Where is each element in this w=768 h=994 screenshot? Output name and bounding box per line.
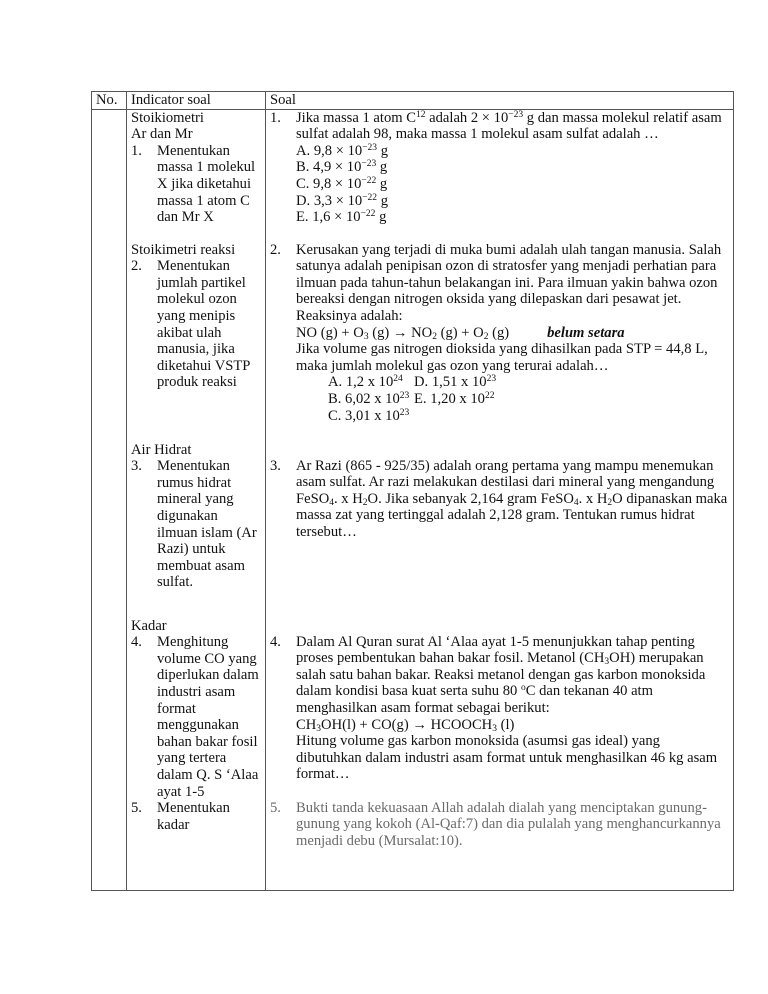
indicator-number: 2. <box>131 258 142 275</box>
reaction-equation: NO $(g) + O_3$ $(g) \to NO_2$ $(g) + O_2$ (g) belum setara <box>296 324 625 342</box>
question-number: 2. <box>270 241 281 258</box>
indicator-topic: Ar dan Mr <box>131 126 193 143</box>
answer-option-b: B. $4,9 \times 10^{-23}$ g <box>296 159 388 176</box>
indicator-4 <box>131 618 261 834</box>
question-number: 4. <box>270 633 281 650</box>
answer-option-e: E. 1,20 x $10^{22}$ <box>414 390 495 407</box>
answer-option-e: E. $1,6 \times 10^{-22}$ g <box>296 209 387 226</box>
answer-option-c: C. $9,8 \times 10^{-22}$ g <box>296 175 388 192</box>
indicator-topic: Stoikiometri <box>131 109 204 126</box>
indicator-number: 1. <box>131 142 142 159</box>
header-indicator: Indicator soal <box>127 92 266 110</box>
question-stem: Dalam Al Quran surat Al ‘Alaa ayat 1-5 menunjukkan tahap penting proses pembentukan bahan bakar fosil. Metanol $(CH_3OH)$ merupakan salah satu bahan bakar. Reaksi metanol dengan gas karbon monoksida dalam kondisi basa kuat serta suhu 80 $^o$C dan tekanan 40 atm menghasilkan asam format sebagai berikut: <box>296 633 706 716</box>
question-2 <box>270 242 729 426</box>
question-3 <box>270 458 729 618</box>
header-soal: Soal <box>266 92 734 110</box>
indicator-topic: Kadar <box>131 617 167 634</box>
unbalanced-note: belum setara <box>547 324 625 341</box>
question-stem: Jika massa 1 atom $C^{12}$ adalah $2 \times 10^{-23}$ g dan massa molekul relatif asam sulfat adalah 98, maka massa 1 molekul asam sulfat adalah … <box>296 109 722 143</box>
question-stem: Kerusakan yang terjadi di muka bumi adalah ulah tangan manusia. Salah satunya adalah penipisan ozon di stratosfer yang menjadi perhatian para ilmuan pada tahun-tahun belakangan ini. Para ilmuan yakin bahwa ozon bereaksi dengan nitrogen oksida yang dilepaskan dari pesawat jet. Reaksinya adalah: <box>296 241 722 324</box>
indicator-number: 3. <box>131 458 142 475</box>
question-5 <box>270 800 729 850</box>
indicator-text: Menentukan jumlah partikel molekul ozon yang menipis akibat ulah manusia, jika diketahui VSTP produk reaksi <box>157 258 250 391</box>
table-header-row <box>92 92 734 110</box>
indicator-3 <box>131 442 261 602</box>
question-stem: Bukti tanda kekuasaan Allah adalah dialah yang menciptakan gunung-gunung yang kokoh (Al-Qaf:7) dan dia pulalah yang menghancurkannya menjadi debu (Mursalat:10). <box>296 799 721 849</box>
question-number: 1. <box>270 109 281 126</box>
indicator-text: Menghitung volume CO yang diperlukan dalam industri asam format menggunakan bahan bakar fosil yang tertera dalam Q. S ‘Alaa ayat 1-5 <box>157 634 259 800</box>
indicator-number: 5. <box>131 800 142 817</box>
answer-option-a: A. 1,2 x $10^{24}$ <box>328 374 403 391</box>
indicator-2 <box>131 242 261 426</box>
indicator-1 <box>131 110 261 226</box>
question-1 <box>270 110 729 226</box>
indicator-text: Menentukan kadar <box>157 800 230 833</box>
question-table <box>91 91 734 891</box>
answer-option-d: D. $3,3 \times 10^{-22}$ g <box>296 192 389 209</box>
indicator-5 <box>131 800 261 833</box>
answer-option-b: B. 6,02 x $10^{23}$ <box>328 390 410 407</box>
question-number: 5. <box>270 799 281 816</box>
question-stem: Ar Razi (865 - 925/35) adalah orang pertama yang mampu menemukan asam sulfat. Ar razi melakukan destilasi dari mineral yang mengandung FeSO$_4$. x $H_2O$. Jika sebanyak 2,164 gram FeSO$_4$. x $H_2O$ dipanaskan maka massa zat yang tertinggal adalah 2,128 gram. Tentukan rumus hidrat tersebut… <box>296 457 728 540</box>
soal-cell <box>266 109 734 890</box>
reaction-equation: $CH_3OH(l) + CO(g)$ → $HCOOCH_3$ (l) <box>296 716 515 734</box>
indicator-text: Menentukan massa 1 molekul X jika diketahui massa 1 atom C dan Mr X <box>157 142 256 226</box>
indicator-number: 4. <box>131 634 142 651</box>
indicator-text: Menentukan rumus hidrat mineral yang digunakan ilmuan islam (Ar Razi) untuk membuat asam sulfat. <box>157 458 257 591</box>
answer-option-d: D. 1,51 x $10^{23}$ <box>414 374 497 391</box>
indicator-topic: Stoikimetri reaksi <box>131 241 236 258</box>
indicator-topic: Air Hidrat <box>131 441 192 458</box>
indicator-cell <box>127 109 266 890</box>
question-number: 3. <box>270 457 281 474</box>
table-body-row <box>92 109 734 890</box>
question-4 <box>270 634 729 783</box>
header-no: No. <box>92 92 127 110</box>
no-cell <box>92 109 127 890</box>
question-stem-2: Hitung volume gas karbon monoksida (asumsi gas ideal) yang dibutuhkan dalam industri asam format untuk menghasilkan 46 kg asam format… <box>296 733 718 783</box>
answer-option-c: C. 3,01 x $10^{23}$ <box>328 407 410 424</box>
answer-option-a: A. $9,8 \times 10^{-23}$ g <box>296 142 389 159</box>
question-stem-2: Jika volume gas nitrogen dioksida yang dihasilkan pada STP = 44,8 L, maka jumlah molekul gas ozon yang terurai adalah… <box>296 341 708 374</box>
